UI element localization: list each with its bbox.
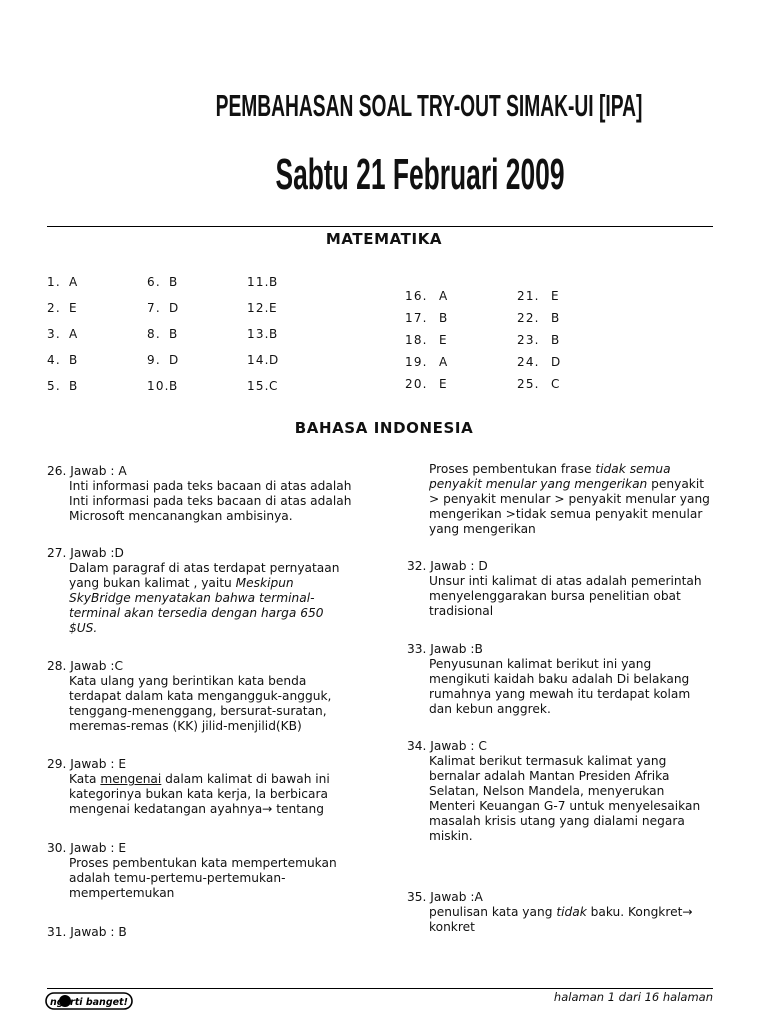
answer-letter: B	[169, 275, 179, 289]
brand-logo-icon	[45, 990, 133, 1012]
answer-number: 19.	[405, 355, 428, 369]
answer-item	[147, 379, 178, 393]
answer-number: 21.	[517, 289, 540, 303]
question-text-italic: Meskipun	[235, 576, 294, 590]
question-line-italic: SkyBridge menyatakan bahwa terminal-	[69, 591, 315, 605]
question-line	[47, 772, 377, 787]
question-line-italic: terminal akan tersedia dengan harga 650	[69, 606, 324, 620]
answer-letter: A	[69, 327, 79, 341]
question-head: 26. Jawab : A	[47, 464, 127, 478]
question-line: tradisional	[429, 604, 494, 618]
question-line	[407, 905, 737, 920]
answer-letter: B	[69, 379, 79, 393]
answer-number: 2.	[47, 301, 61, 315]
answer-item	[147, 327, 178, 341]
question-line: adalah temu-pertemu-pertemukan-	[69, 871, 286, 885]
question-head: 34. Jawab : C	[407, 739, 487, 753]
document-title: PEMBAHASAN SOAL TRY-OUT SIMAK-UI [IPA]	[215, 88, 643, 123]
answer-letter: C	[269, 379, 279, 393]
answer-item	[405, 311, 448, 325]
answer-item	[47, 275, 78, 289]
answer-item	[247, 379, 279, 393]
question-line: menyelenggarakan bursa penelitian obat	[429, 589, 681, 603]
question-line: > penyakit menular > penyakit menular yang	[429, 492, 710, 506]
answer-item	[147, 275, 178, 289]
question-line: Penyusunan kalimat berikut ini yang	[429, 657, 652, 671]
answer-letter: B	[269, 327, 279, 341]
answer-number: 13.	[247, 327, 270, 341]
answer-letter: D	[269, 353, 280, 367]
question-line: Kata ulang yang berintikan kata benda	[69, 674, 307, 688]
answer-item	[247, 327, 278, 341]
answer-item	[147, 301, 179, 315]
question-head: 28. Jawab :C	[47, 659, 123, 673]
question-line	[407, 477, 737, 492]
question-line: rumahnya yang mewah itu terdapat kolam	[429, 687, 691, 701]
answer-letter: B	[269, 275, 279, 289]
question-line	[407, 462, 737, 477]
answer-item	[517, 289, 560, 303]
answer-item	[47, 301, 78, 315]
answer-item	[405, 333, 448, 347]
question-26	[47, 464, 377, 524]
answer-letter: B	[169, 327, 179, 341]
answer-letter: E	[551, 289, 560, 303]
answer-letter: B	[439, 311, 449, 325]
answer-number: 16.	[405, 289, 428, 303]
answer-number: 24.	[517, 355, 540, 369]
question-text-underlined: mengenai	[100, 772, 162, 786]
answer-number: 14.	[247, 353, 270, 367]
question-line-italic: $US.	[69, 621, 98, 635]
answer-number: 11.	[247, 275, 270, 289]
answer-item	[517, 311, 560, 325]
question-text: Kata	[69, 772, 101, 786]
question-head: 32. Jawab : D	[407, 559, 488, 573]
answer-number: 20.	[405, 377, 428, 391]
answer-number: 7.	[147, 301, 161, 315]
answer-letter: E	[439, 377, 448, 391]
answer-number: 12.	[247, 301, 270, 315]
answer-item	[47, 353, 78, 367]
question-head: 30. Jawab : E	[47, 841, 127, 855]
question-line: bernalar adalah Mantan Presiden Afrika	[429, 769, 670, 783]
answer-letter: A	[69, 275, 79, 289]
section-heading-matematika: MATEMATIKA	[325, 230, 443, 248]
question-line: Microsoft mencanangkan ambisinya.	[69, 509, 293, 523]
answer-letter: A	[439, 355, 449, 369]
question-text-italic: tidak semua	[595, 462, 671, 476]
header-divider	[47, 226, 713, 227]
answer-letter: B	[551, 333, 561, 347]
answer-number: 6.	[147, 275, 161, 289]
question-line: Menteri Keuangan G-7 untuk menyelesaikan	[429, 799, 701, 813]
answer-letter: D	[169, 353, 180, 367]
answer-number: 18.	[405, 333, 428, 347]
question-line: Dalam paragraf di atas terdapat pernyataan	[69, 561, 340, 575]
answer-letter: A	[439, 289, 449, 303]
question-line: Proses pembentukan kata mempertemukan	[69, 856, 337, 870]
answer-item	[405, 289, 448, 303]
question-31	[47, 925, 377, 940]
answer-number: 5.	[47, 379, 61, 393]
svg-text:ngerti banget!: ngerti banget!	[50, 997, 128, 1008]
answer-item	[247, 353, 279, 367]
answer-letter: D	[551, 355, 562, 369]
question-27	[47, 546, 377, 636]
question-line: Selatan, Nelson Mandela, menyerukan	[429, 784, 665, 798]
question-text: dalam kalimat di bawah ini	[161, 772, 330, 786]
question-line: konkret	[429, 920, 475, 934]
section-heading-bahasa: BAHASA INDONESIA	[294, 419, 474, 437]
answer-letter: E	[439, 333, 448, 347]
answer-number: 23.	[517, 333, 540, 347]
question-line: meremas-remas (KK) jilid-menjilid(KB)	[69, 719, 302, 733]
question-line: terdapat dalam kata mengangguk-angguk,	[69, 689, 332, 703]
answer-item	[247, 301, 278, 315]
question-28	[47, 659, 377, 734]
question-line: masalah krisis utang yang dialami negara	[429, 814, 685, 828]
question-33	[407, 642, 737, 717]
question-line: Unsur inti kalimat di atas adalah pemerintah	[429, 574, 702, 588]
question-line: mempertemukan	[69, 886, 175, 900]
answer-item	[147, 353, 179, 367]
answer-number: 4.	[47, 353, 61, 367]
answer-number: 9.	[147, 353, 161, 367]
footer-divider	[47, 988, 713, 989]
answer-letter: B	[169, 379, 179, 393]
question-text: Proses pembentukan frase	[429, 462, 596, 476]
question-line: Inti informasi pada teks bacaan di atas adalah	[69, 479, 352, 493]
answer-letter: D	[169, 301, 180, 315]
document-date: Sabtu 21 Februari 2009	[275, 150, 565, 199]
question-text-italic: penyakit menular yang mengerikan	[429, 477, 648, 491]
question-32	[407, 559, 737, 619]
answer-item	[517, 333, 560, 347]
answer-number: 25.	[517, 377, 540, 391]
question-30	[47, 841, 377, 901]
question-text: penyakit	[647, 477, 705, 491]
question-29	[47, 757, 377, 817]
question-35	[407, 890, 737, 935]
question-head: 33. Jawab :B	[407, 642, 483, 656]
question-line: mengenai kedatangan ayahnya→ tentang	[69, 802, 324, 816]
question-line: mengikuti kaidah baku adalah Di belakang	[429, 672, 690, 686]
question-line: Inti informasi pada teks bacaan di atas adalah	[69, 494, 352, 508]
question-line: dan kebun anggrek.	[429, 702, 551, 716]
answer-item	[517, 377, 561, 391]
brand-logo	[45, 990, 133, 1016]
answer-letter: B	[551, 311, 561, 325]
question-text: penulisan kata yang	[429, 905, 557, 919]
question-head: 35. Jawab :A	[407, 890, 483, 904]
question-line: yang mengerikan	[429, 522, 536, 536]
answer-item	[517, 355, 561, 369]
question-line	[47, 576, 377, 591]
question-text: yang bukan kalimat , yaitu	[69, 576, 236, 590]
answer-number: 15.	[247, 379, 270, 393]
question-line: kategorinya bukan kata kerja, Ia berbicara	[69, 787, 328, 801]
question-31-continued	[407, 462, 737, 537]
question-34	[407, 739, 737, 844]
question-line: mengerikan >tidak semua penyakit menular	[429, 507, 703, 521]
question-line: miskin.	[429, 829, 473, 843]
answer-number: 10.	[147, 379, 170, 393]
question-head: 31. Jawab : B	[47, 925, 127, 939]
answer-letter: E	[269, 301, 278, 315]
question-text: baku. Kongkret→	[586, 905, 693, 919]
answer-item	[247, 275, 278, 289]
question-text-italic: tidak	[556, 905, 587, 919]
answer-item	[47, 379, 78, 393]
answer-item	[405, 355, 448, 369]
answer-letter: C	[551, 377, 561, 391]
question-line: Kalimat berikut termasuk kalimat yang	[429, 754, 667, 768]
question-line: tenggang-menenggang, bersurat-suratan,	[69, 704, 327, 718]
answer-letter: B	[69, 353, 79, 367]
answer-number: 22.	[517, 311, 540, 325]
answer-number: 3.	[47, 327, 61, 341]
answer-item	[47, 327, 78, 341]
question-head: 27. Jawab :D	[47, 546, 124, 560]
answer-number: 1.	[47, 275, 61, 289]
page-number: halaman 1 dari 16 halaman	[553, 990, 713, 1004]
answer-item	[405, 377, 448, 391]
question-head: 29. Jawab : E	[47, 757, 127, 771]
answer-letter: E	[69, 301, 78, 315]
answer-number: 8.	[147, 327, 161, 341]
answer-number: 17.	[405, 311, 428, 325]
